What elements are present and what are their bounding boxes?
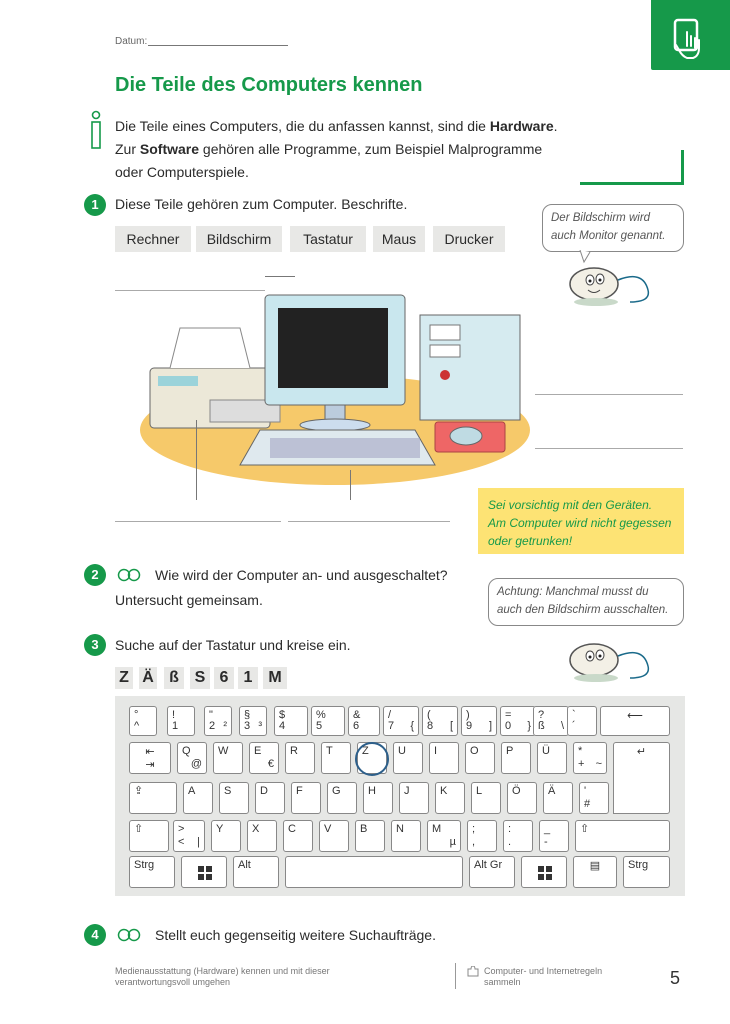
key-5[interactable]: % 5 <box>311 706 345 736</box>
footer-divider <box>455 963 456 989</box>
key-oe[interactable]: Ö <box>507 782 537 814</box>
key-backspace[interactable]: ⟵ <box>600 706 670 736</box>
key-hash[interactable]: ' # <box>579 782 609 814</box>
key-ae[interactable]: Ä <box>543 782 573 814</box>
answer-line-tastatur <box>288 521 450 522</box>
key-d[interactable]: D <box>255 782 285 814</box>
footer-learning-goal: Medienausstattung (Hardware) kennen und mit dieser verantwortungsvoll umgehen <box>115 966 330 987</box>
key-semicolon[interactable]: ; , <box>467 820 497 852</box>
answer-line-monitor <box>115 290 265 291</box>
key-h[interactable]: H <box>363 782 393 814</box>
warning-box: Sei vorsichtig mit den Geräten. Am Computer wird nicht gegessen oder getrunken! <box>478 488 684 554</box>
key-minus[interactable]: _ - <box>539 820 569 852</box>
circle-mark-z <box>353 740 391 778</box>
task-1-text: Diese Teile gehören zum Computer. Beschrifte. <box>115 196 408 212</box>
key-windows-right[interactable] <box>521 856 567 888</box>
info-icon <box>88 110 104 150</box>
leader-tastatur <box>350 470 351 500</box>
search-letter-z: Z <box>115 667 133 689</box>
key-c[interactable]: C <box>283 820 313 852</box>
key-3[interactable]: § 3 ³ <box>239 706 267 736</box>
key-n[interactable]: N <box>391 820 421 852</box>
task-number-1: 1 <box>84 194 106 216</box>
key-p[interactable]: P <box>501 742 531 774</box>
search-letter-sz: ß <box>164 667 184 689</box>
key-caret[interactable]: ° ^ <box>129 706 157 736</box>
key-less[interactable]: > < | <box>173 820 205 852</box>
date-label: Datum: <box>115 36 148 47</box>
key-t[interactable]: T <box>321 742 351 774</box>
page-number: 5 <box>670 968 681 988</box>
answer-line-rechner <box>535 394 683 395</box>
key-8[interactable]: ( 8 [ <box>422 706 458 736</box>
key-6[interactable]: & 6 <box>348 706 380 736</box>
task-4-text: Stellt euch gegenseitig weitere Suchaufträge. <box>155 927 436 943</box>
info-bracket <box>580 150 684 185</box>
key-e[interactable]: E € <box>249 742 279 774</box>
search-letter-m: M <box>263 667 287 689</box>
key-i[interactable]: I <box>429 742 459 774</box>
footer-cross-reference: Computer- und Internetregeln sammeln <box>484 966 603 987</box>
key-2[interactable]: " 2 ² <box>204 706 232 736</box>
key-7[interactable]: / 7 { <box>383 706 419 736</box>
key-alt[interactable]: Alt <box>233 856 279 888</box>
key-q[interactable]: Q @ <box>177 742 207 774</box>
key-g[interactable]: G <box>327 782 357 814</box>
key-altgr[interactable]: Alt Gr <box>469 856 515 888</box>
key-f[interactable]: F <box>291 782 321 814</box>
key-a[interactable]: A <box>183 782 213 814</box>
leader-monitor <box>265 276 295 277</box>
key-0[interactable]: = 0 } <box>500 706 536 736</box>
key-l[interactable]: L <box>471 782 501 814</box>
key-space[interactable] <box>285 856 463 888</box>
key-j[interactable]: J <box>399 782 429 814</box>
hand-touch-icon <box>651 0 730 70</box>
word-chip-rechner: Rechner <box>115 226 191 252</box>
printer-icon <box>150 328 280 428</box>
task-number-4: 4 <box>84 924 106 946</box>
menu-icon: ▤ <box>589 860 601 872</box>
key-z[interactable]: Z <box>357 742 387 774</box>
key-v[interactable]: V <box>319 820 349 852</box>
mousepad-icon <box>435 422 505 452</box>
keyboard-icon <box>240 430 435 465</box>
chapter-tab <box>651 0 730 70</box>
leader-drucker <box>196 420 197 500</box>
task-3-text: Suche auf der Tastatur und kreise ein. <box>115 637 351 653</box>
key-sz[interactable]: ? ß \ <box>533 706 569 736</box>
key-tab[interactable]: ⇤ ⇥ <box>129 742 171 774</box>
key-s[interactable]: S <box>219 782 249 814</box>
key-4[interactable]: $ 4 <box>274 706 308 736</box>
key-colon[interactable]: : . <box>503 820 533 852</box>
key-enter[interactable]: ↵ <box>613 742 670 814</box>
key-ctrl-left[interactable]: Strg <box>129 856 175 888</box>
search-letter-6: 6 <box>214 667 234 689</box>
key-windows-left[interactable] <box>181 856 227 888</box>
key-plus[interactable]: * + ~ <box>573 742 607 774</box>
search-letter-s: S <box>190 667 210 689</box>
partner-work-icon <box>116 567 142 583</box>
windows-icon <box>198 866 212 880</box>
key-y[interactable]: Y <box>211 820 241 852</box>
key-capslock[interactable]: ⇪ <box>129 782 177 814</box>
key-k[interactable]: K <box>435 782 465 814</box>
speech-bubble-warning: Achtung: Manchmal musst du auch den Bildschirm ausschalten. <box>488 578 684 626</box>
key-shift-right[interactable]: ⇧ <box>575 820 670 852</box>
task-number-3: 3 <box>84 634 106 656</box>
key-ctrl-right[interactable]: Strg <box>623 856 670 888</box>
tower-icon <box>420 315 520 420</box>
key-accent[interactable]: ` ´ <box>567 706 597 736</box>
task-number-2: 2 <box>84 564 106 586</box>
key-w[interactable]: W <box>213 742 243 774</box>
mouse-character-icon <box>560 250 660 310</box>
search-letter-ae: Ä <box>139 667 157 689</box>
search-letter-1: 1 <box>238 667 258 689</box>
key-9[interactable]: ) 9 ] <box>461 706 497 736</box>
key-u[interactable]: U <box>393 742 423 774</box>
computer-illustration <box>140 280 530 490</box>
key-ue[interactable]: Ü <box>537 742 567 774</box>
puzzle-icon <box>466 966 480 978</box>
key-r[interactable]: R <box>285 742 315 774</box>
word-chip-bildschirm: Bildschirm <box>196 226 282 252</box>
answer-line-maus <box>535 448 683 449</box>
keyboard <box>115 696 685 896</box>
key-m[interactable]: M µ <box>427 820 461 852</box>
word-chip-drucker: Drucker <box>433 226 505 252</box>
key-menu[interactable] <box>573 856 617 888</box>
answer-line-drucker <box>115 521 281 522</box>
mouse-character-icon-2 <box>560 630 660 686</box>
key-b[interactable]: B <box>355 820 385 852</box>
windows-icon-right <box>538 866 552 880</box>
key-shift-left[interactable]: ⇧ <box>129 820 169 852</box>
key-x[interactable]: X <box>247 820 277 852</box>
task-2-line1: Wie wird der Computer an- und ausgeschaltet? <box>155 567 448 583</box>
info-text: Die Teile eines Computers, die du anfassen kannst, sind die Hardware. Zur Software gehören alle Programme, zum Beispiel Malprogramme oder Computerspiele. <box>115 118 558 180</box>
date-line <box>148 45 288 46</box>
page-title: Die Teile des Computers kennen <box>115 74 423 96</box>
partner-work-icon-2 <box>116 927 142 943</box>
speech-bubble-monitor: Der Bildschirm wird auch Monitor genannt. <box>542 204 684 252</box>
task-2-line2: Untersucht gemeinsam. <box>115 592 263 608</box>
word-chip-tastatur: Tastatur <box>290 226 366 252</box>
word-chip-maus: Maus <box>373 226 425 252</box>
key-o[interactable]: O <box>465 742 495 774</box>
key-1[interactable]: ! 1 <box>167 706 195 736</box>
